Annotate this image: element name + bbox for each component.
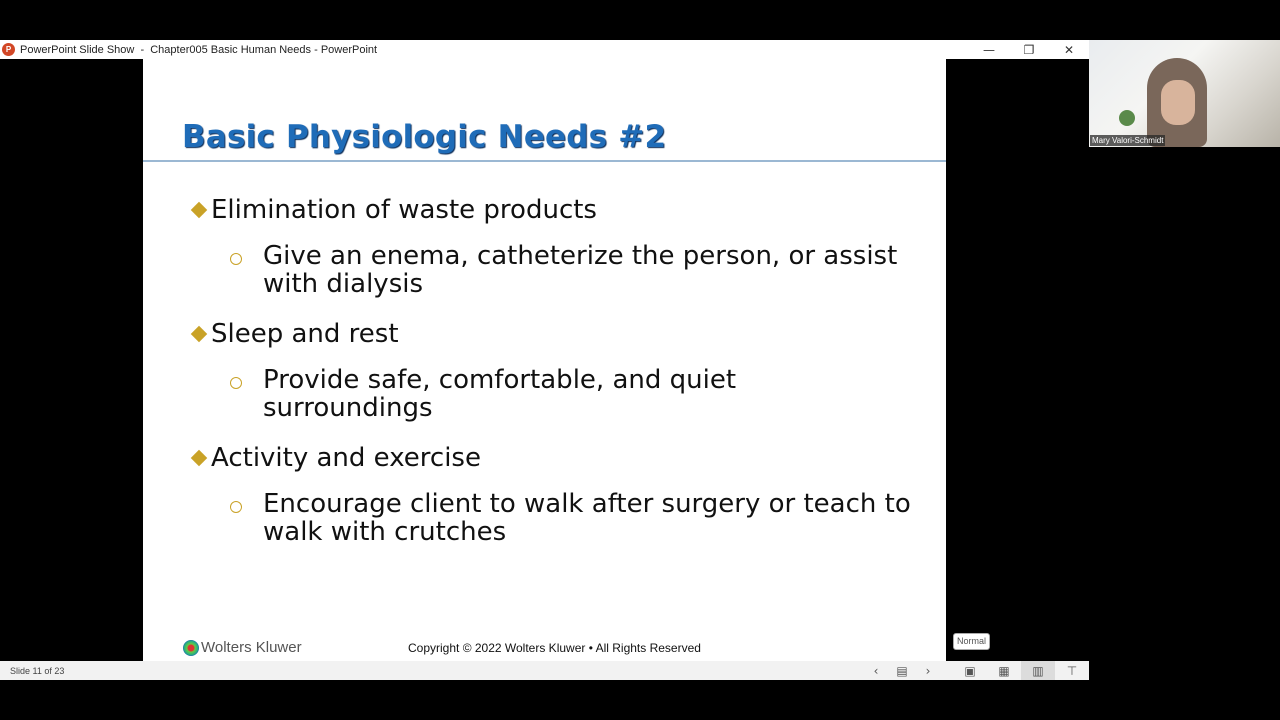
slide-title: Basic Physiologic Needs #2 xyxy=(182,119,667,155)
title-divider xyxy=(143,160,946,162)
participant-name-label: Mary Valori-Schmidt xyxy=(1092,136,1164,145)
logo-text: Wolters Kluwer xyxy=(201,639,302,656)
notes-icon[interactable]: ▤ xyxy=(896,663,908,678)
window-controls xyxy=(969,40,1089,59)
sub-bullet-text: Provide safe, comfortable, and quiet surroundings xyxy=(263,365,737,423)
close-button[interactable]: ✕ xyxy=(1063,42,1075,57)
minimize-button[interactable]: — xyxy=(983,42,995,57)
slide-sorter-icon[interactable]: ▦ xyxy=(998,663,1010,678)
normal-view-icon[interactable]: ▣ xyxy=(964,663,976,678)
sub-bullet-item xyxy=(229,366,929,422)
sub-bullet-item xyxy=(229,242,929,298)
previous-slide-icon[interactable]: ‹ xyxy=(873,663,879,678)
view-tooltip: Normal xyxy=(953,633,990,650)
next-slide-icon[interactable]: › xyxy=(925,663,931,678)
sub-bullet-text: Encourage client to walk after surgery or teach to walk with crutches xyxy=(263,489,911,547)
diamond-bullet-icon xyxy=(189,318,211,350)
slide-canvas[interactable] xyxy=(143,59,946,661)
wolters-kluwer-logo-icon xyxy=(183,640,199,656)
bullet-item xyxy=(189,442,929,474)
status-bar xyxy=(0,661,1089,680)
status-controls xyxy=(863,661,1089,680)
publisher-logo xyxy=(183,639,302,656)
bullet-text: Activity and exercise xyxy=(211,443,481,473)
diamond-bullet-icon xyxy=(189,194,211,226)
powerpoint-app-icon: P xyxy=(2,43,15,56)
restore-button[interactable]: ❐ xyxy=(1023,42,1035,57)
participant-video[interactable] xyxy=(1089,40,1280,147)
diamond-bullet-icon xyxy=(189,442,211,474)
bullet-text: Elimination of waste products xyxy=(211,195,597,225)
bullet-item xyxy=(189,318,929,350)
window-title: PowerPoint Slide Show - Chapter005 Basic Human Needs - PowerPoint xyxy=(20,43,378,56)
circle-bullet-icon xyxy=(229,490,263,518)
bullet-item xyxy=(189,194,929,226)
reading-view-icon[interactable]: ▥ xyxy=(1021,661,1055,680)
slide-show-icon[interactable]: ⊤ xyxy=(1066,663,1078,678)
circle-bullet-icon xyxy=(229,366,263,394)
copyright-text: Copyright © 2022 Wolters Kluwer • All Rights Reserved xyxy=(408,641,701,655)
title-bar xyxy=(0,40,1089,59)
slideshow-window xyxy=(0,40,1089,680)
participant-face xyxy=(1161,80,1195,125)
sub-bullet-item xyxy=(229,490,929,546)
sub-bullet-text: Give an enema, catheterize the person, or assist with dialysis xyxy=(263,241,898,299)
circle-bullet-icon xyxy=(229,242,263,270)
bullet-text: Sleep and rest xyxy=(211,319,399,349)
background-plant xyxy=(1119,110,1135,126)
slide-content xyxy=(189,194,929,566)
slide-counter: Slide 11 of 23 xyxy=(10,665,65,676)
